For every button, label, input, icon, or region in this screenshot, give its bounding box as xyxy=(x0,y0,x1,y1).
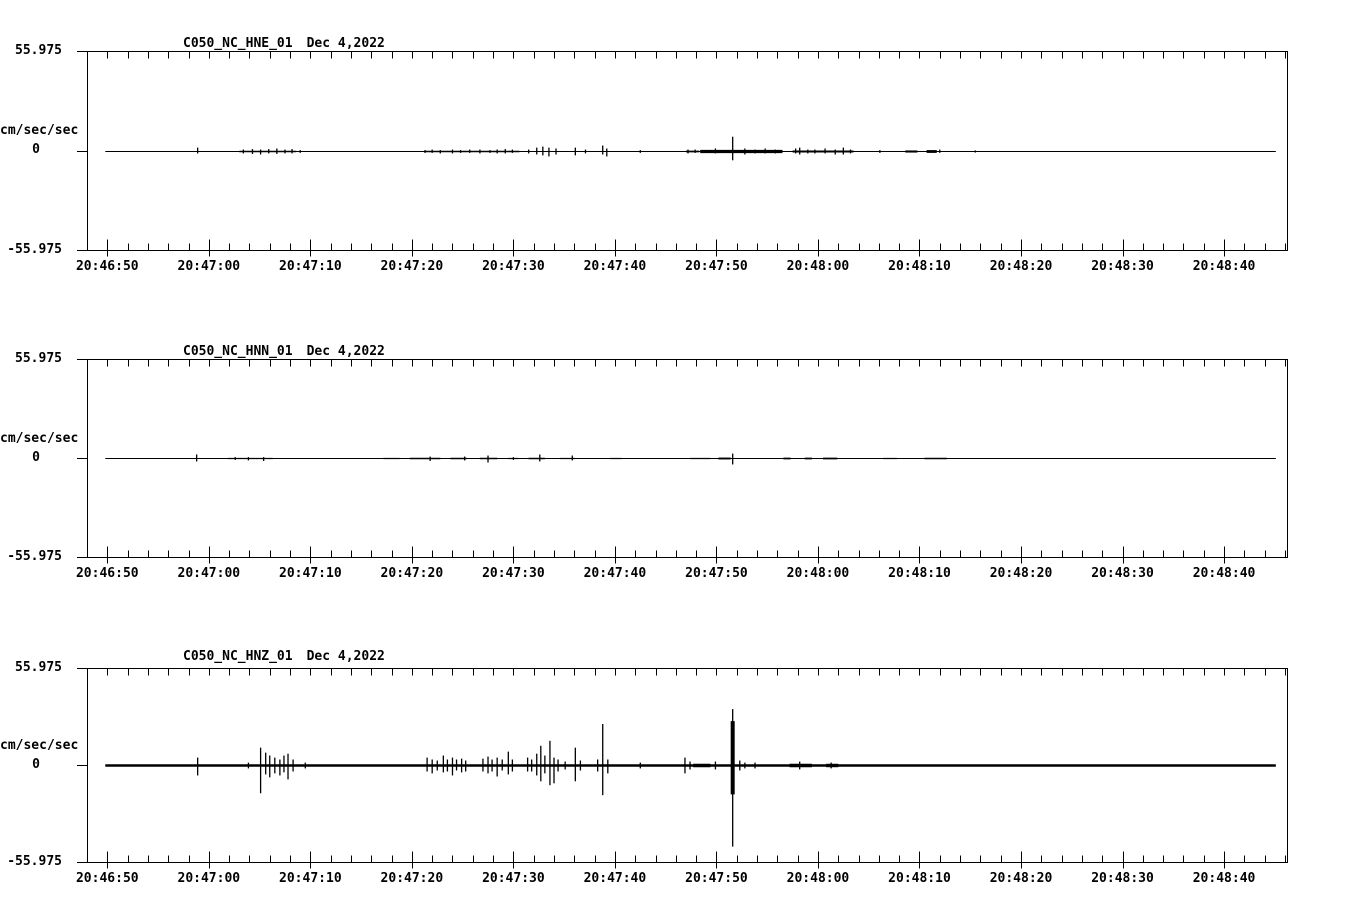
panel3-yunit-label: cm/sec/sec xyxy=(0,738,79,753)
panel2-waveform xyxy=(105,454,1276,465)
panel3-x-tick-label: 20:48:00 xyxy=(786,871,850,886)
panel1-x-tick-label: 20:47:40 xyxy=(583,259,647,274)
panel3-title xyxy=(183,650,385,663)
panel2-x-tick-label: 20:47:20 xyxy=(380,566,444,581)
panel1-x-tick-label: 20:47:30 xyxy=(482,259,545,274)
panel1-station-label: C050_NC_HNE_01 xyxy=(183,36,293,51)
panel1-x-tick-label: 20:47:10 xyxy=(279,259,342,274)
panel2-axes xyxy=(77,360,1288,564)
panel1-x-tick-label: 20:48:00 xyxy=(786,259,850,274)
panel1-date-label: Dec 4,2022 xyxy=(306,36,385,51)
panel3-x-tick-label: 20:47:40 xyxy=(583,871,647,886)
panel3-x-tick-label: 20:47:50 xyxy=(685,871,748,886)
panel2-date-label: Dec 4,2022 xyxy=(306,344,385,359)
panel2-x-tick-label: 20:46:50 xyxy=(75,566,139,581)
panel3-yzero-label: 0 xyxy=(32,757,40,772)
panel2-x-tick-label: 20:48:10 xyxy=(888,566,951,581)
panel3-ymax-label: 55.975 xyxy=(15,660,62,675)
panel3-x-tick-label: 20:48:10 xyxy=(888,871,951,886)
panel2-x-tick-label: 20:48:20 xyxy=(989,566,1053,581)
panel3-station-label: C050_NC_HNZ_01 xyxy=(183,649,293,664)
panel1-x-tick-label: 20:48:40 xyxy=(1192,259,1256,274)
panel2-x-tick-label: 20:48:30 xyxy=(1091,566,1154,581)
panel3-x-tick-label: 20:47:10 xyxy=(279,871,342,886)
panel2-ymax-label: 55.975 xyxy=(15,351,62,366)
panel3-x-tick-label: 20:47:20 xyxy=(380,871,444,886)
panel2-yzero-label: 0 xyxy=(32,450,40,465)
panel2-x-tick-label: 20:47:00 xyxy=(177,566,241,581)
panel2-x-tick-label: 20:48:40 xyxy=(1192,566,1256,581)
panel3-x-tick-label: 20:48:20 xyxy=(989,871,1053,886)
panel1-x-tick-label: 20:48:10 xyxy=(888,259,951,274)
panel2-ymin-label: -55.975 xyxy=(7,549,62,564)
panel2-x-tick-label: 20:47:40 xyxy=(583,566,647,581)
panel1-x-tick-label: 20:48:30 xyxy=(1091,259,1154,274)
panel3-axes xyxy=(77,669,1288,869)
panel1-title xyxy=(183,37,385,50)
panel2-x-tick-label: 20:48:00 xyxy=(786,566,850,581)
panel1-x-tick-label: 20:47:00 xyxy=(177,259,241,274)
panel1-yzero-label: 0 xyxy=(32,142,40,157)
panel2-station-label: C050_NC_HNN_01 xyxy=(183,344,293,359)
panel3-x-tick-label: 20:48:40 xyxy=(1192,871,1256,886)
panel2-x-tick-label: 20:47:50 xyxy=(685,566,748,581)
panel3-x-tick-label: 20:46:50 xyxy=(75,871,139,886)
panel1-x-tick-label: 20:48:20 xyxy=(989,259,1053,274)
panel3-waveform xyxy=(105,709,1276,847)
panel1-waveform xyxy=(105,137,1276,161)
panel1-x-tick-label: 20:47:50 xyxy=(685,259,748,274)
panel3-date-label: Dec 4,2022 xyxy=(306,649,385,664)
panel1-ymin-label: -55.975 xyxy=(7,242,62,257)
panel3-ymin-label: -55.975 xyxy=(7,854,62,869)
panel3-x-tick-label: 20:48:30 xyxy=(1091,871,1154,886)
panel3-x-tick-label: 20:47:30 xyxy=(482,871,545,886)
panel2-x-tick-label: 20:47:10 xyxy=(279,566,342,581)
panel2-yunit-label: cm/sec/sec xyxy=(0,431,79,446)
panel2-title xyxy=(183,345,385,358)
panel3-x-tick-label: 20:47:00 xyxy=(177,871,241,886)
panel1-x-tick-label: 20:47:20 xyxy=(380,259,444,274)
panel1-axes xyxy=(77,52,1288,257)
panel1-ymax-label: 55.975 xyxy=(15,43,62,58)
panel1-yunit-label: cm/sec/sec xyxy=(0,123,79,138)
panel2-x-tick-label: 20:47:30 xyxy=(482,566,545,581)
panel1-x-tick-label: 20:46:50 xyxy=(75,259,139,274)
